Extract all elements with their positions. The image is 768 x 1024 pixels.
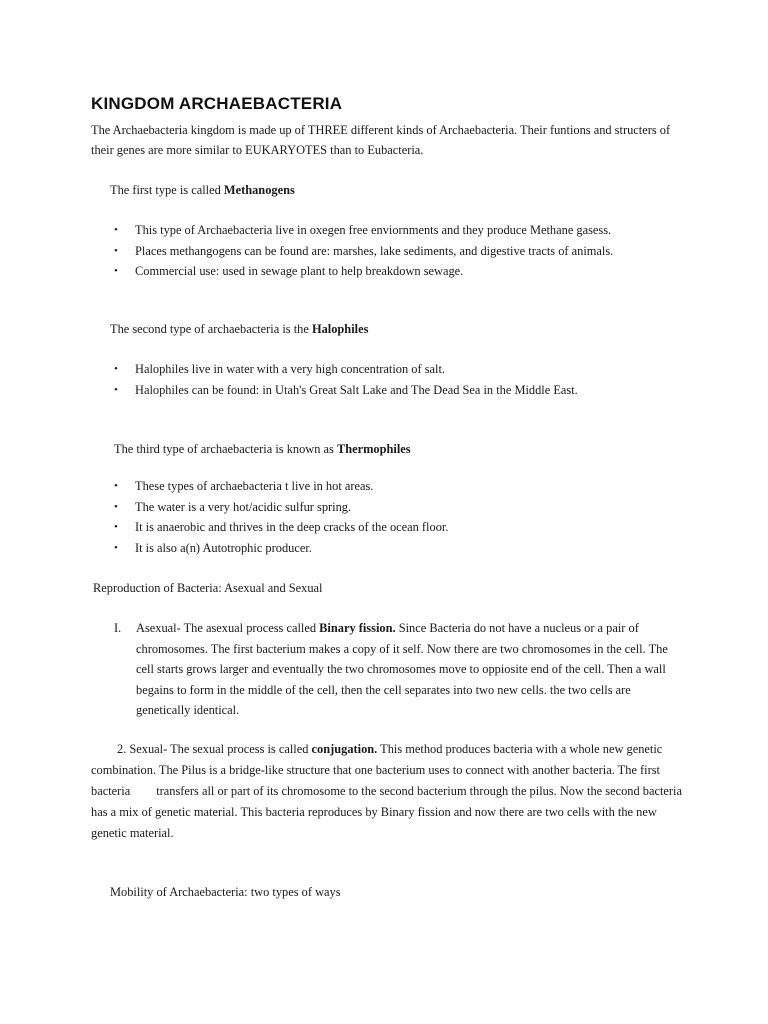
halophiles-heading bbox=[110, 319, 368, 339]
list-item: • It is anaerobic and thrives in the deep cracks of the ocean floor. bbox=[110, 517, 448, 538]
asexual-text: Asexual- The asexual process called Binary fission. Since Bacteria do not have a nucleus or a pair of chromosomes. The first bacterium makes a copy of it self. Now there are two chromosomes in the cell. The cell starts grows larger and eventually the two chromosomes move to oppiosite end of the cell. Then a wall begains to form in the middle of the cell, then the cell separates into two new cells. the two cells are genetically identical. bbox=[136, 621, 668, 718]
conjugation-term: conjugation. bbox=[311, 742, 378, 756]
mobility-heading: Mobility of Archaebacteria: two types of ways bbox=[110, 885, 341, 899]
list-item: • This type of Archaebacteria live in oxegen free enviornments and they produce Methane gasess. bbox=[110, 220, 613, 241]
thermophiles-list bbox=[110, 476, 448, 558]
thermophiles-lead: The third type of archaebacteria is known as bbox=[114, 442, 337, 456]
binary-fission-term: Binary fission. bbox=[319, 621, 396, 635]
halophiles-lead: The second type of archaebacteria is the bbox=[110, 322, 312, 336]
bullet-icon: • bbox=[114, 541, 118, 554]
list-item: • It is also a(n) Autotrophic producer. bbox=[110, 538, 448, 559]
reproduction-heading: Reproduction of Bacteria: Asexual and Sexual bbox=[93, 581, 323, 595]
asexual-item bbox=[114, 618, 684, 721]
bullet-icon: • bbox=[114, 363, 118, 375]
methanogens-lead: The first type is called bbox=[110, 183, 224, 197]
page-title: KINGDOM ARCHAEBACTERIA bbox=[91, 94, 343, 113]
roman-numeral: I. bbox=[114, 621, 122, 635]
bullet-icon: • bbox=[114, 383, 118, 396]
methanogens-heading bbox=[110, 180, 295, 200]
list-item: • The water is a very hot/acidic sulfur spring. bbox=[110, 497, 448, 518]
thermophiles-heading bbox=[114, 439, 411, 459]
bullet-icon: • bbox=[114, 265, 118, 277]
halophiles-list bbox=[110, 359, 578, 400]
list-item: • Halophiles can be found: in Utah's Great Salt Lake and The Dead Sea in the Middle East. bbox=[110, 380, 578, 401]
bullet-icon: • bbox=[114, 224, 118, 236]
bullet-icon: • bbox=[114, 244, 118, 257]
bullet-icon: • bbox=[114, 500, 118, 513]
list-item: • These types of archaebacteria t live in hot areas. bbox=[110, 476, 448, 497]
methanogens-list bbox=[110, 220, 613, 282]
sexual-paragraph: 2. Sexual- The sexual process is called conjugation. This method produces bacteria with a whole new genetic combination. The Pilus is a bridge-like structure that one bacterium uses to connect with another bacteria. The first bacteria transfers all or part of its chromosome to the second bacterium through the pilus. Now the second bacteria has a mix of genetic material. This bacteria reproduces by Binary fission and now there are two cells with the new genetic material. bbox=[91, 742, 682, 840]
halophiles-name: Halophiles bbox=[311, 322, 369, 336]
bullet-icon: • bbox=[114, 480, 118, 492]
list-item: • Places methangogens can be found are: marshes, lake sediments, and digestive tracts of animals. bbox=[110, 241, 613, 262]
methanogens-name: Methanogens bbox=[223, 183, 295, 197]
thermophiles-name: Thermophiles bbox=[336, 442, 411, 456]
bullet-icon: • bbox=[114, 521, 118, 533]
list-item: • Halophiles live in water with a very high concentration of salt. bbox=[110, 359, 578, 380]
intro-paragraph: The Archaebacteria kingdom is made up of THREE different kinds of Archaebacteria. Their funtions and structers of their genes are more similar to EUKARYOTES than to Eubacteria. bbox=[91, 123, 671, 157]
list-item: • Commercial use: used in sewage plant to help breakdown sewage. bbox=[110, 261, 613, 282]
